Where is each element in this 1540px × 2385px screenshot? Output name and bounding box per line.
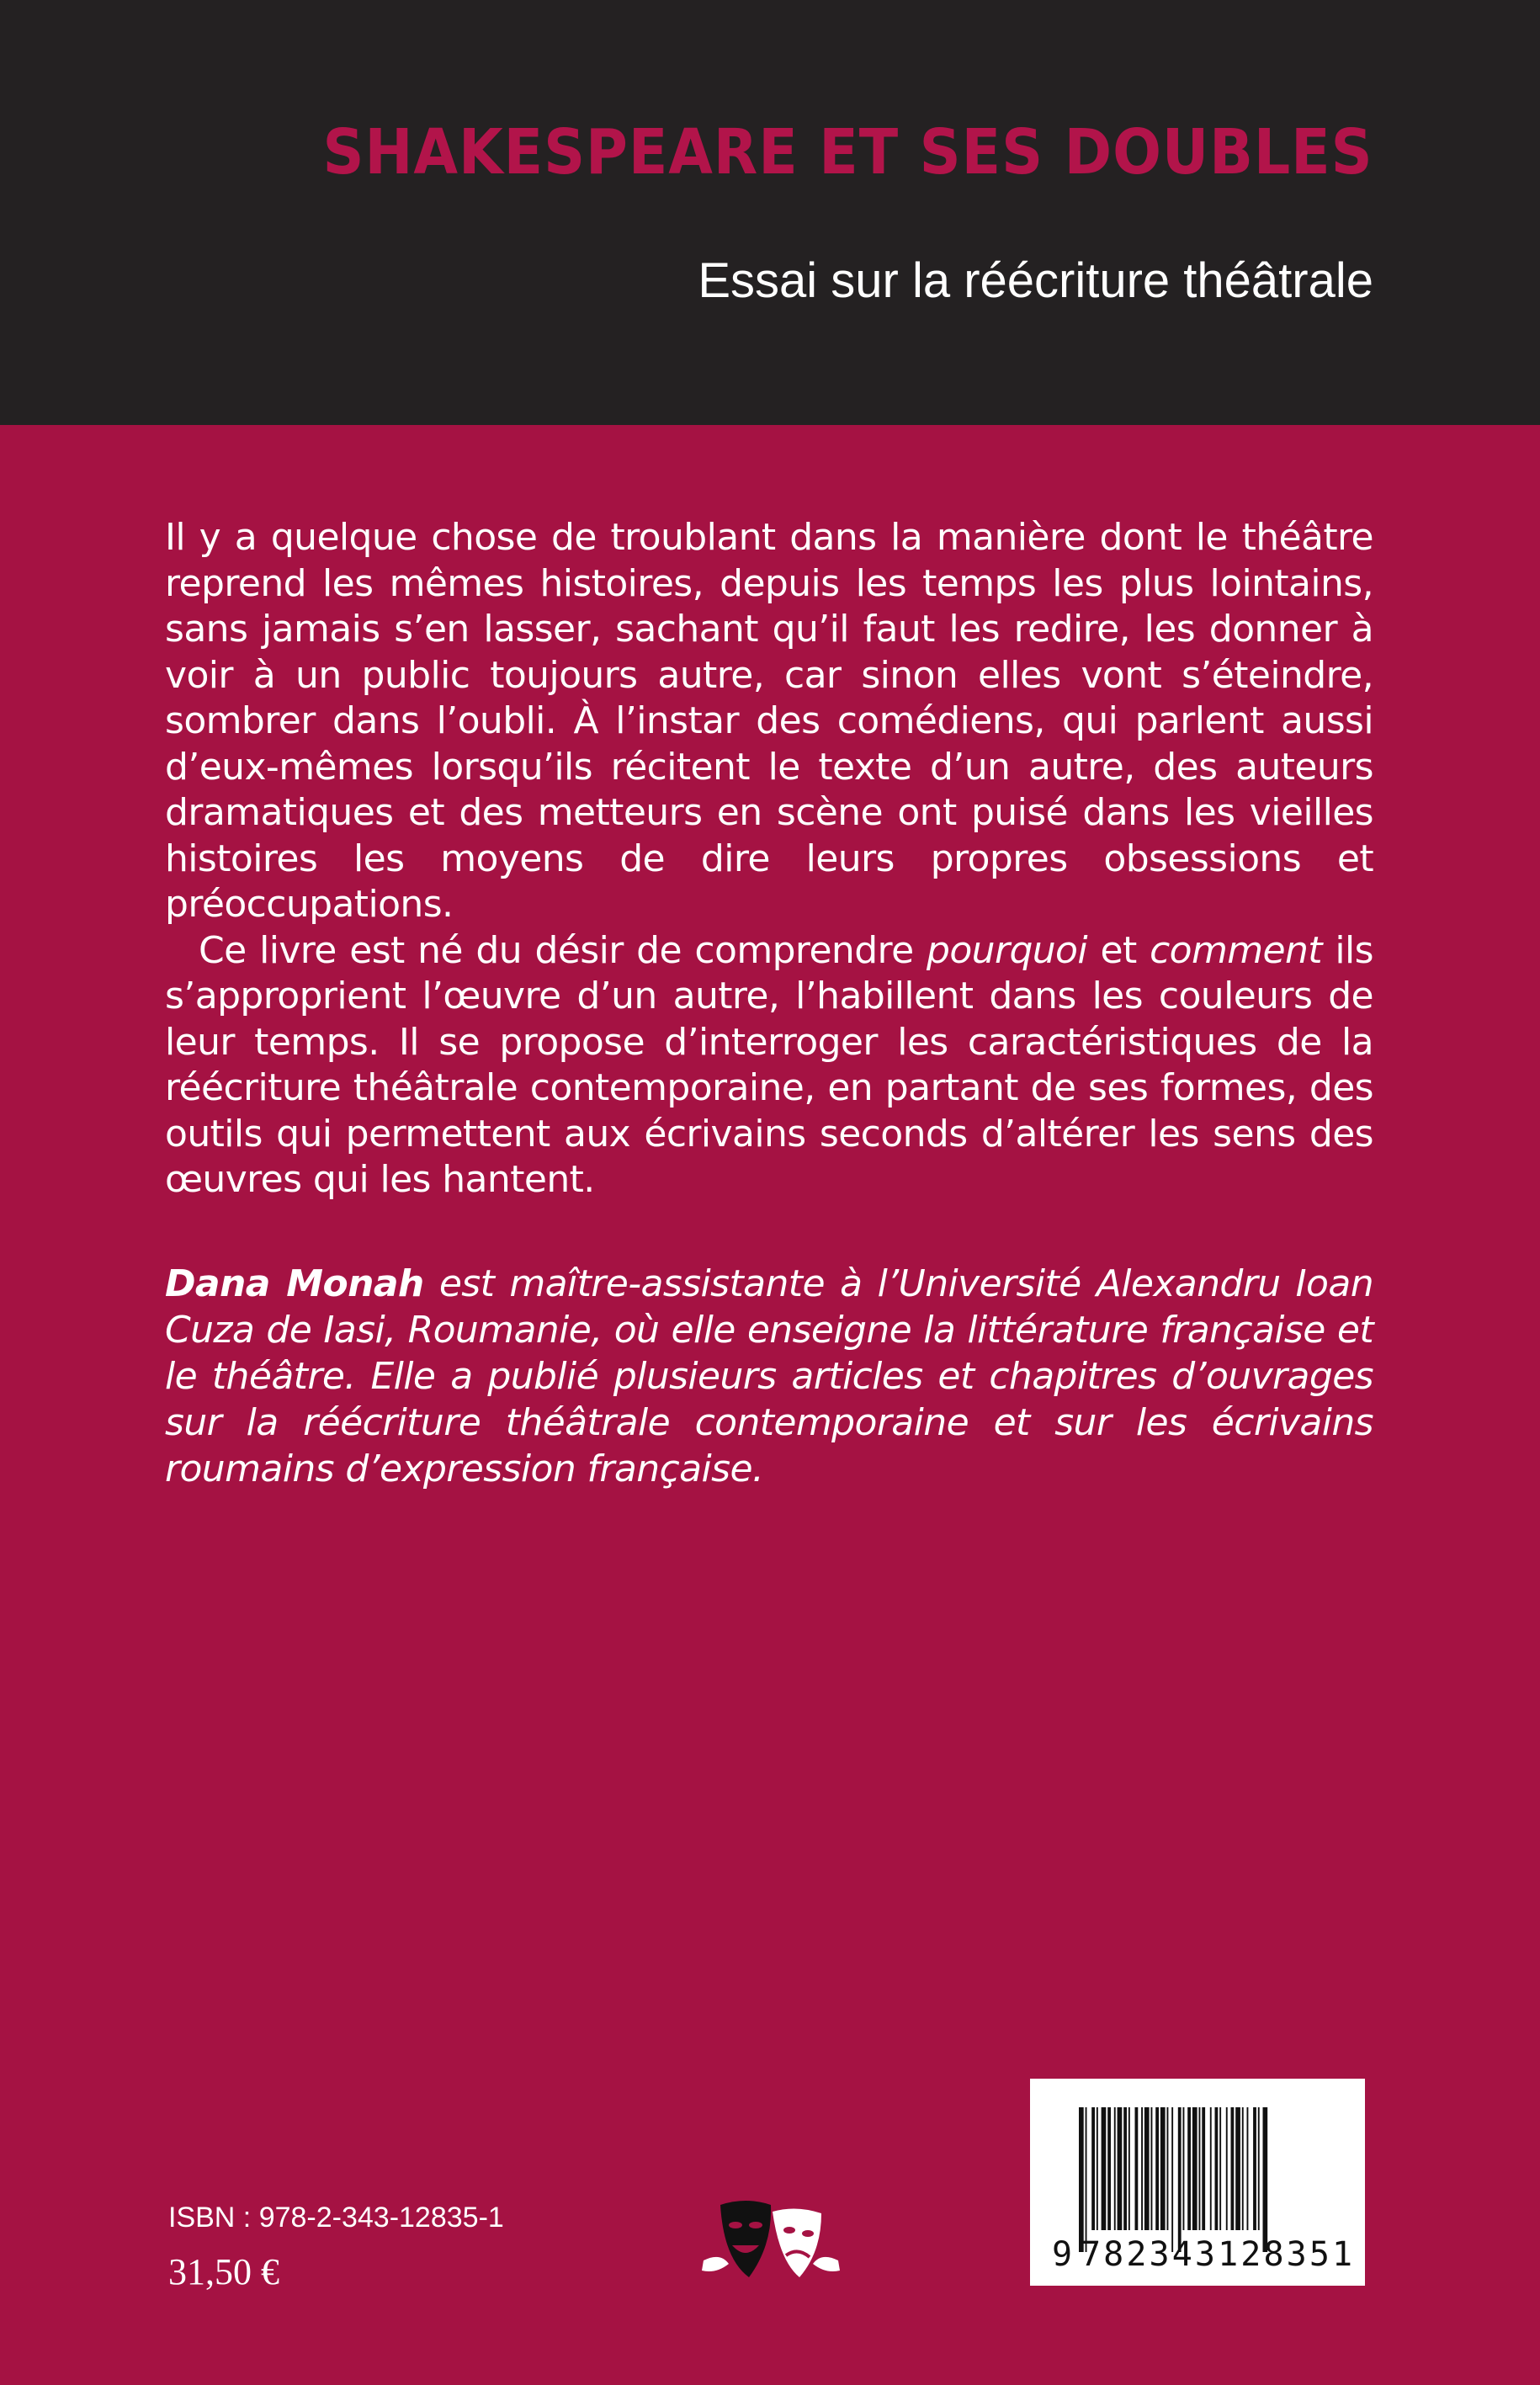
- barcode-bar: [1141, 2107, 1143, 2230]
- blurb-paragraph-2: [165, 928, 1373, 1203]
- barcode-bar: [1160, 2107, 1166, 2230]
- author-bio: [165, 1261, 1373, 1492]
- barcode-bar: [1202, 2107, 1205, 2230]
- barcode-bar: [1253, 2107, 1256, 2230]
- barcode-bar: [1171, 2107, 1173, 2252]
- blurb-text: ils s’approprient l’œuvre d’un autre, l’habillent dans les couleurs de leur temps. Il se propose d’interroger les caractéristiques de la réécriture théâtrale contemporaine, en partant de ses formes, des outils qui permettent aux écrivains seconds d’altérer les sens des œuvres qui les hantent.: [165, 928, 1373, 1201]
- barcode-bar: [1091, 2107, 1095, 2230]
- barcode-first-digit: 9: [1052, 2235, 1073, 2274]
- barcode-bar: [1231, 2107, 1235, 2230]
- barcode-bar: [1187, 2107, 1191, 2230]
- barcode-bar: [1215, 2107, 1219, 2230]
- barcode-bar: [1199, 2107, 1201, 2230]
- barcode-bar: [1097, 2107, 1098, 2230]
- isbn-label: ISBN : 978-2-343-12835-1: [168, 2202, 504, 2234]
- book-title: SHAKESPEARE ET SES DOUBLES: [322, 116, 1373, 189]
- barcode-bar: [1263, 2107, 1268, 2252]
- barcode-bar: [1167, 2107, 1169, 2230]
- barcode-bar: [1128, 2107, 1130, 2230]
- blurb-text: et: [1087, 928, 1150, 972]
- barcode-bar: [1086, 2107, 1087, 2252]
- header-band: [0, 0, 1540, 425]
- barcode-bar: [1178, 2107, 1182, 2252]
- barcode-bar: [1144, 2107, 1150, 2230]
- barcode-bar: [1247, 2107, 1249, 2230]
- book-subtitle: Essai sur la réécriture théâtrale: [698, 253, 1373, 308]
- barcode-bar: [1135, 2107, 1139, 2230]
- blurb-emphasis: pourquoi: [927, 928, 1088, 972]
- barcode-bar: [1118, 2107, 1123, 2230]
- barcode-bar: [1219, 2107, 1221, 2230]
- barcode-bar: [1079, 2107, 1084, 2252]
- barcode: [1030, 2079, 1365, 2286]
- barcode-digits: 782343128351: [1081, 2235, 1356, 2274]
- barcode-bar: [1210, 2107, 1212, 2230]
- barcode-bar: [1258, 2107, 1260, 2230]
- barcode-bar: [1183, 2107, 1185, 2230]
- blurb-paragraph-1: Il y a quelque chose de troublant dans la manière dont le théâtre reprend les mêmes histoires, depuis les temps les plus lointains, sans jamais s’en lasser, sachant qu’il faut les redire, les donner à voir à un public toujours autre, car sinon elles vont s’éteindre, sombrer dans l’oubli. À l’instar des comédiens, qui parlent aussi d’eux-mêmes lorsqu’ils récitent le texte d’un autre, des auteurs dramatiques et des metteurs en scène ont puisé dans les vieilles histoires les moyens de dire leurs propres obsessions et préoccupations.: [165, 516, 1373, 926]
- barcode-bar: [1102, 2107, 1107, 2230]
- barcode-bar: [1107, 2107, 1111, 2230]
- theatre-masks-logo-icon: [695, 2193, 847, 2286]
- blurb-text: Ce livre est né du désir de comprendre: [199, 928, 927, 972]
- author-bio-text: est maître-assistante à l’Université Alexandru Ioan Cuza de Iasi, Roumanie, où elle enseigne la littérature française et le théâtre. Elle a publié plusieurs articles et chapitres d’ouvrages sur la réécriture théâtrale contemporaine et sur les écrivains roumains d’expression française.: [165, 1262, 1374, 1490]
- blurb-emphasis: comment: [1150, 928, 1322, 972]
- barcode-bar: [1192, 2107, 1197, 2230]
- barcode-bar: [1155, 2107, 1159, 2230]
- price-label: 31,50 €: [168, 2251, 279, 2292]
- barcode-bar: [1114, 2107, 1116, 2230]
- author-name: Dana Monah: [165, 1262, 424, 1305]
- barcode-bar: [1151, 2107, 1153, 2230]
- barcode-bar: [1235, 2107, 1240, 2230]
- back-cover-blurb: [165, 515, 1373, 1203]
- barcode-bar: [1226, 2107, 1228, 2230]
- barcode-bar: [1123, 2107, 1127, 2230]
- barcode-bar: [1242, 2107, 1244, 2230]
